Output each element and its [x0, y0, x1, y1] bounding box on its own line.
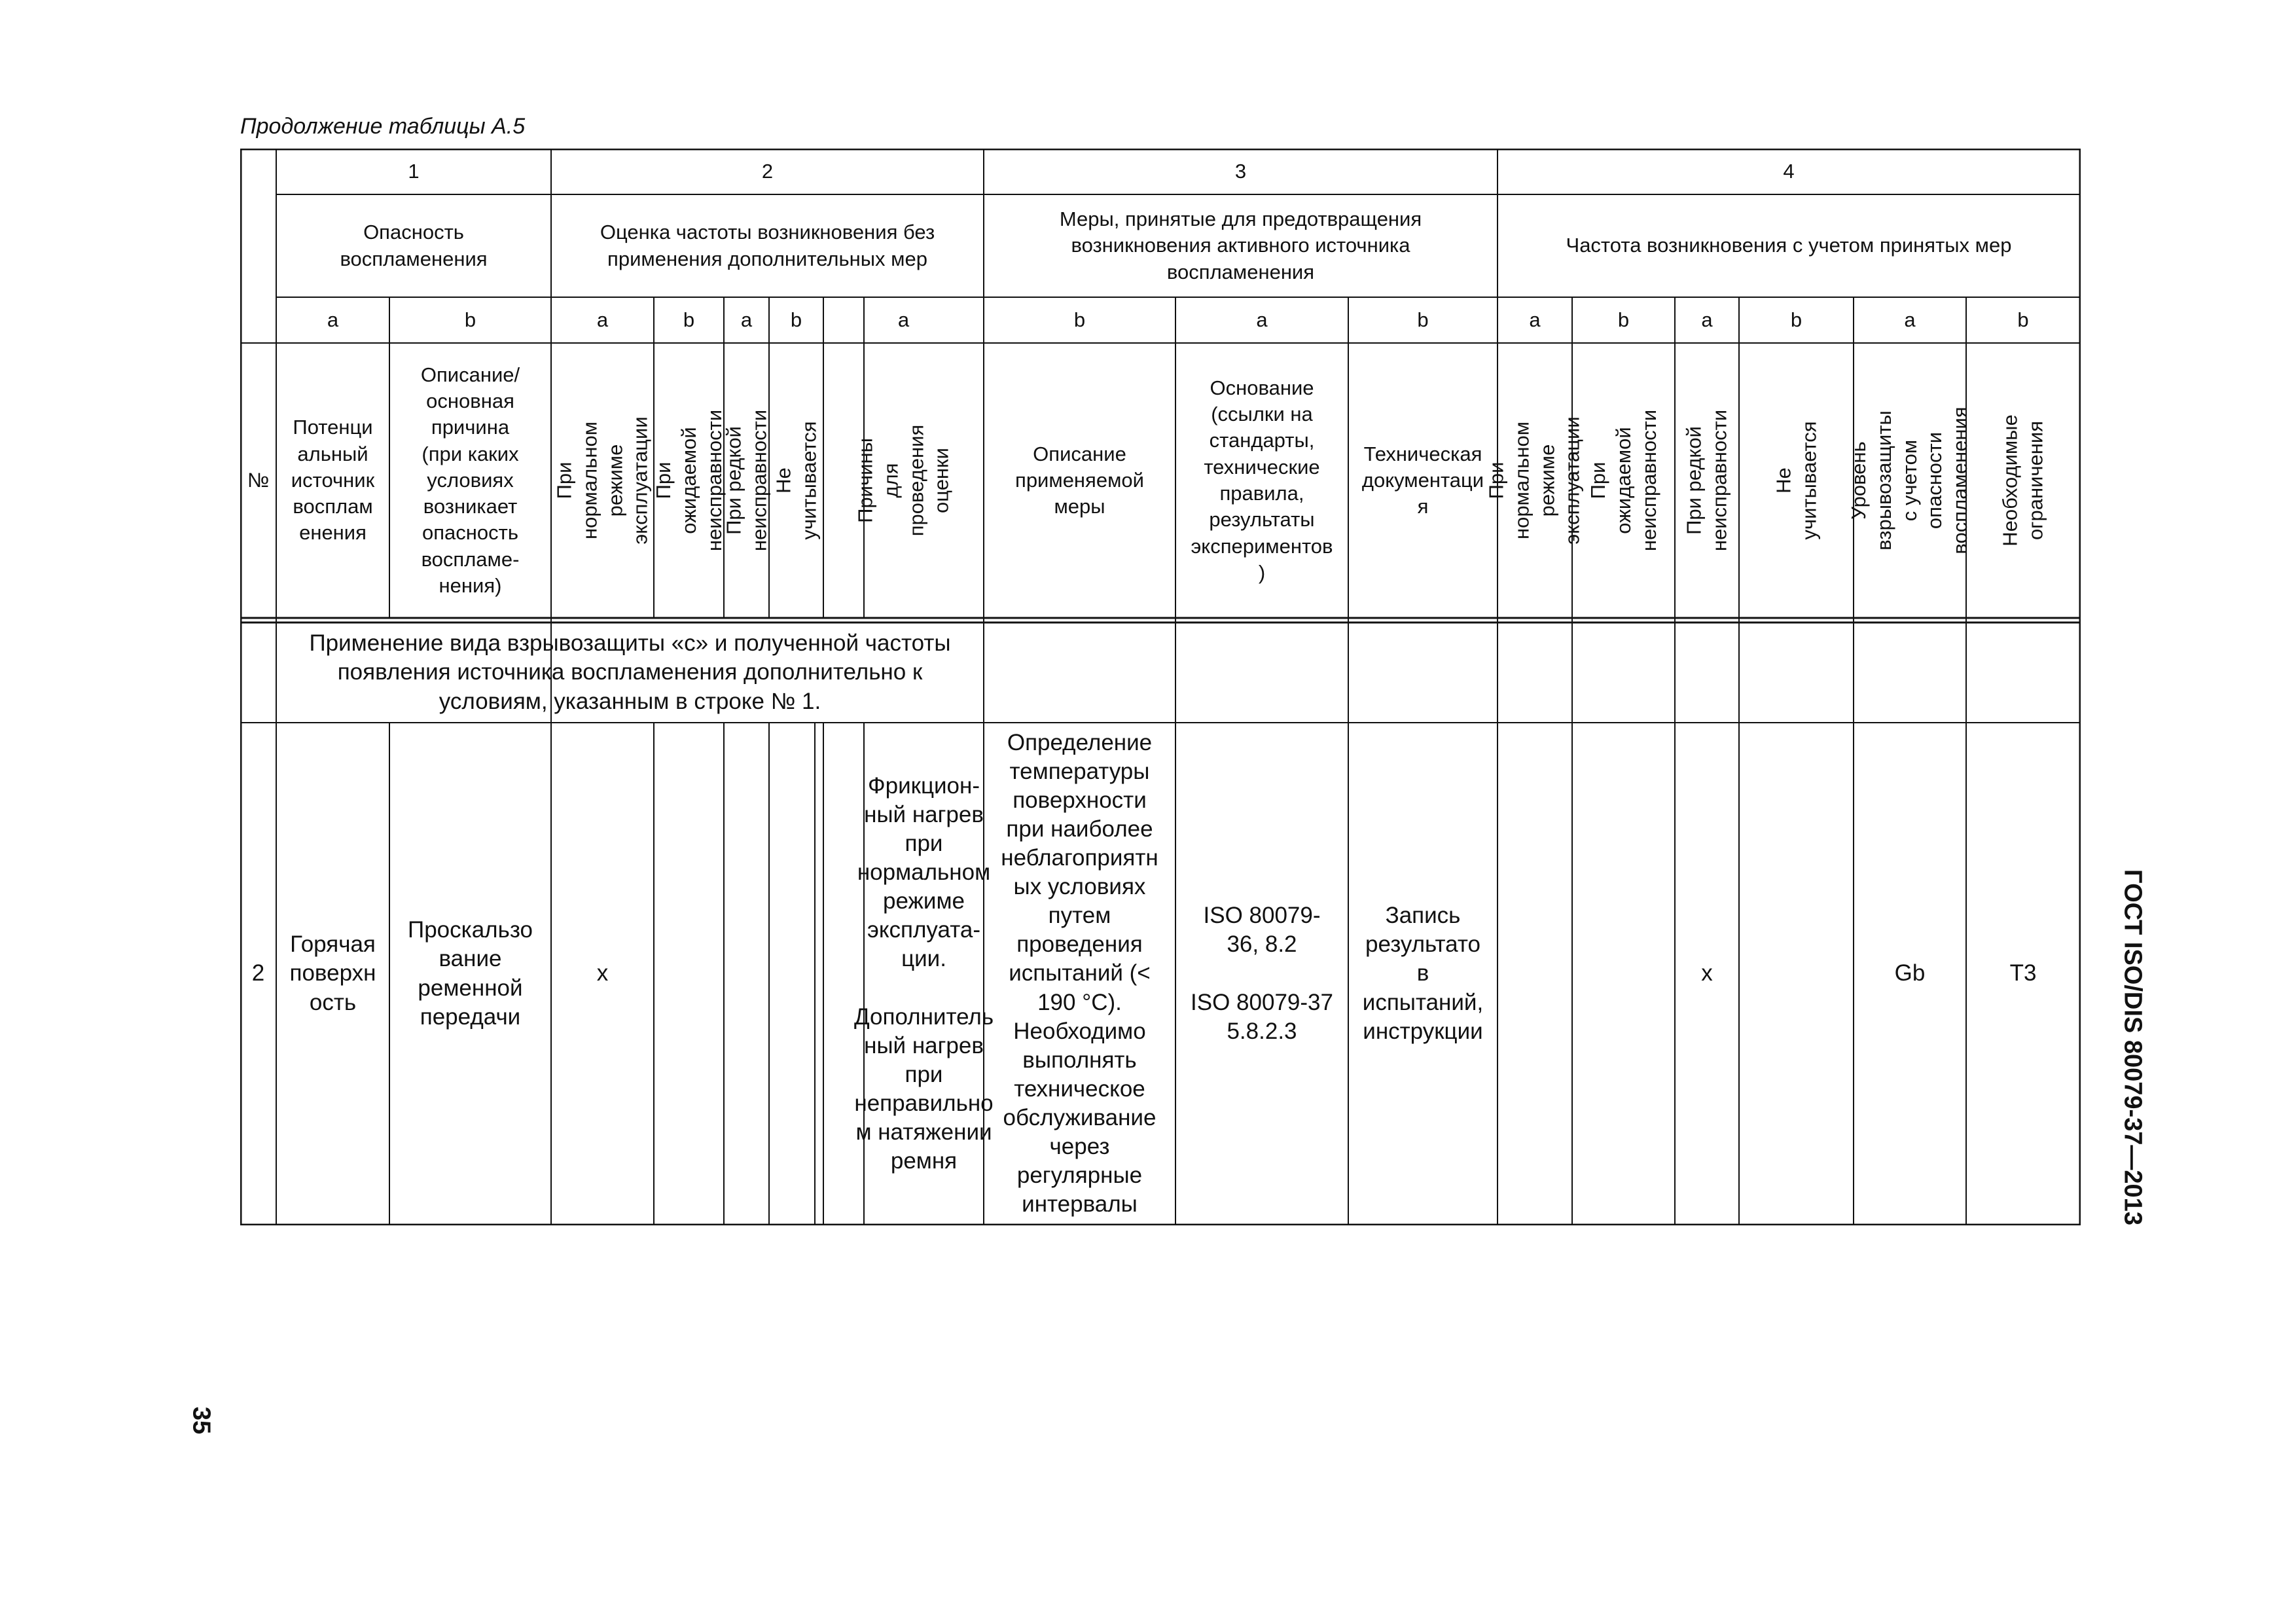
header-description-cause: Описание/ основная причина (при каких условиях возникает опасность воспламе- нения) [420, 363, 520, 598]
cell-rare-malfunction-2: x [1701, 960, 1713, 986]
column-group-3: 3 [1234, 159, 1247, 183]
cell-normal-operation: x [596, 960, 609, 986]
header-necessary-restrictions: Необходимые ограничения [1998, 414, 2047, 547]
table-a5-continuation [240, 149, 2081, 1225]
sub-letter: b [1417, 308, 1429, 331]
cell-description-cause: Проскальзо вание ременной передачи [408, 917, 533, 1030]
sub-letter: a [327, 308, 339, 331]
group-title-hazard: Опасность воспламенения [340, 221, 488, 270]
sub-letter: b [1790, 308, 1803, 331]
header-basis: Основание (ссылки на стандарты, технические правила, результаты экспериментов ) [1191, 376, 1333, 584]
header-not-considered-2: Не учитывается [1771, 421, 1820, 540]
header-expected-malfunction: При ожидаемой неисправности [651, 409, 725, 552]
sub-letter: a [740, 308, 753, 331]
cell-protection-level: Gb [1894, 960, 1926, 986]
table-caption: Продолжение таблицы А.5 [240, 114, 526, 139]
header-measure-description: Описание применяемой меры [1015, 442, 1144, 518]
sub-letter: b [790, 308, 802, 331]
group-title-frequency-without: Оценка частоты возникновения без применения дополнительных мер [600, 221, 935, 270]
column-group-2: 2 [761, 159, 774, 183]
sub-letter: b [1073, 308, 1086, 331]
header-expected-malfunction-2: При ожидаемой неисправности [1586, 409, 1660, 552]
sub-letter: a [1256, 308, 1268, 331]
sub-letter: b [464, 308, 476, 331]
header-rare-malfunction-2: При редкой неисправности [1682, 409, 1731, 552]
sub-letter: a [1529, 308, 1541, 331]
cell-measure-description: Определение температуры поверхности при наиболее неблагоприятн ых условиях путем проведения испытаний (< 190 °С). Необходимо выполнять техническое обслуживание через регулярные интервалы [1001, 729, 1158, 1218]
header-normal-operation-2: При нормальном режиме эксплуатации [1484, 416, 1584, 545]
header-normal-operation: При нормальном режиме эксплуатации [552, 416, 652, 545]
header-potential-source: Потенци альный источник восплам енения [291, 416, 375, 545]
sub-letter: b [683, 308, 695, 331]
sub-letter: a [897, 308, 910, 331]
sub-letter: a [1904, 308, 1916, 331]
note-row: Применение вида взрывозащиты «с» и полученной частоты появления источника воспламенения дополнительно к условиям, указанным в строке № 1. [309, 630, 951, 714]
cell-basis: ISO 80079- 36, 8.2 ISO 80079-37 5.8.2.3 [1191, 903, 1333, 1044]
cell-technical-documentation: Запись результато в испытаний, инструкции [1362, 903, 1484, 1044]
row-number: 2 [251, 960, 265, 986]
header-rare-malfunction: При редкой неисправности [721, 409, 770, 552]
header-assessment-reasons: Причины для проведения оценки [853, 424, 953, 537]
standard-designation: ГОСТ ISO/DIS 80079-37—2013 [2119, 869, 2147, 1225]
group-title-measures: Меры, принятые для предотвращения возникновения активного источника воспламенения [1059, 208, 1422, 283]
column-group-4: 4 [1783, 159, 1795, 183]
cell-necessary-restrictions: T3 [2009, 960, 2037, 986]
sub-letter: b [2017, 308, 2029, 331]
header-number: № [247, 468, 270, 492]
header-not-considered: Не учитывается [771, 421, 820, 540]
sub-letter: a [1701, 308, 1713, 331]
column-group-1: 1 [408, 159, 420, 183]
sub-letter: a [596, 308, 609, 331]
group-title-frequency-with: Частота возникновения с учетом принятых мер [1566, 234, 2012, 257]
header-protection-level: Уровень взрывозащиты с учетом опасности воспламенения [1847, 406, 1972, 554]
page-number: 35 [187, 1406, 215, 1435]
cell-assessment-reasons: Фрикцион- ный нагрев при нормальном режиме эксплуата- ции. Дополнитель ный нагрев при неправильно м натяжении ремня [853, 772, 994, 1174]
header-technical-documentation: Техническая документаци я [1361, 442, 1484, 518]
cell-potential-source: Горячая поверхн ость [289, 931, 376, 1015]
sub-letter: b [1617, 308, 1630, 331]
